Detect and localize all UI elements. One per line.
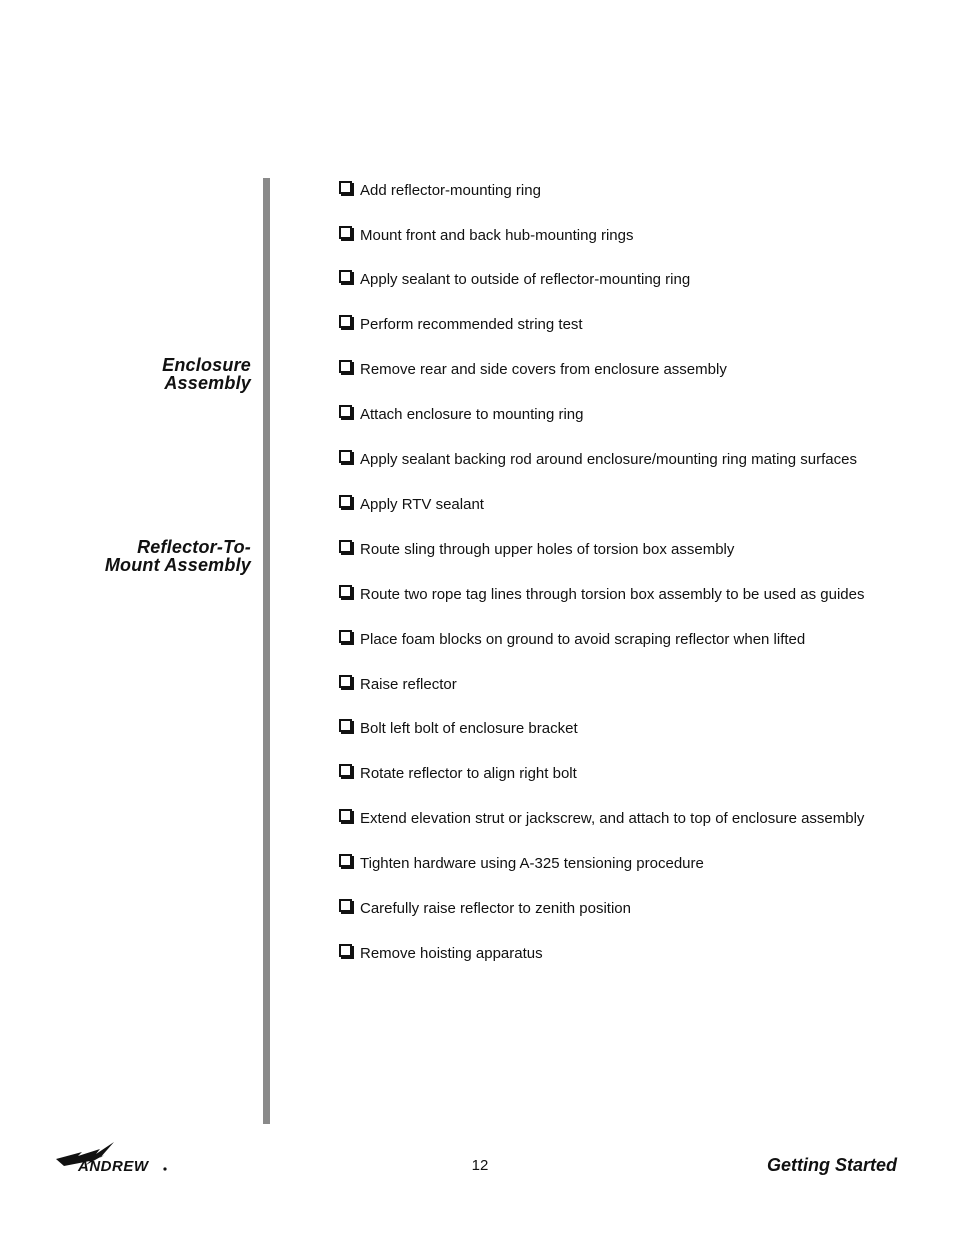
checkbox-icon[interactable]: [339, 630, 352, 643]
checklist-item-label: Route two rope tag lines through torsion box assembly to be used as guides: [360, 585, 865, 603]
checklist-item-label: Attach enclosure to mounting ring: [360, 405, 584, 423]
checklist-item-label: Raise reflector: [360, 675, 457, 693]
checklist-item: [339, 492, 484, 516]
checklist-item-label: Extend elevation strut or jackscrew, and attach to top of enclosure assembly: [360, 809, 865, 827]
checkbox-icon[interactable]: [339, 495, 352, 508]
checklist-item: [339, 851, 704, 875]
checklist-item-label: Apply sealant to outside of reflector-mounting ring: [360, 270, 691, 288]
checklist-item-label: Apply RTV sealant: [360, 495, 484, 513]
andrew-logo-wordmark: ANDREW: [78, 1158, 149, 1175]
checklist-item: [339, 223, 634, 247]
checkbox-icon[interactable]: [339, 809, 352, 822]
checklist-item: [339, 267, 690, 291]
checklist-item-label: Route sling through upper holes of torsion box assembly: [360, 540, 735, 558]
checkbox-icon[interactable]: [339, 585, 352, 598]
checkbox-icon[interactable]: [339, 405, 352, 418]
checklist-item: [339, 582, 864, 606]
checklist-item: [339, 761, 577, 785]
checklist-item: [339, 806, 864, 830]
section-heading-line: Reflector-To-: [137, 537, 251, 557]
section-heading-reflector-to-mount-assembly: [31, 538, 251, 574]
checkbox-icon[interactable]: [339, 181, 352, 194]
checklist-item-label: Perform recommended string test: [360, 315, 583, 333]
checkbox-icon[interactable]: [339, 270, 352, 283]
checkbox-icon[interactable]: [339, 315, 352, 328]
checkbox-icon[interactable]: [339, 899, 352, 912]
checklist-item: [339, 941, 543, 965]
checklist-item-label: Remove rear and side covers from enclosure assembly: [360, 360, 727, 378]
checkbox-icon[interactable]: [339, 675, 352, 688]
checklist-item: [339, 627, 805, 651]
checklist-item-label: Carefully raise reflector to zenith position: [360, 899, 631, 917]
checklist-item: [339, 178, 541, 202]
checklist-item: [339, 357, 727, 381]
checklist-item-label: Bolt left bolt of enclosure bracket: [360, 719, 578, 737]
checklist-item-label: Place foam blocks on ground to avoid scraping reflector when lifted: [360, 630, 806, 648]
registered-mark-icon: [163, 1167, 166, 1170]
section-heading-line: Assembly: [164, 373, 251, 393]
checkbox-icon[interactable]: [339, 360, 352, 373]
checkbox-icon[interactable]: [339, 944, 352, 957]
checklist-item: [339, 537, 734, 561]
checkbox-icon[interactable]: [339, 226, 352, 239]
checklist-item-label: Apply sealant backing rod around enclosure/mounting ring mating surfaces: [360, 450, 857, 468]
checklist-item: [339, 402, 583, 426]
checklist-item-label: Tighten hardware using A-325 tensioning procedure: [360, 854, 704, 872]
checkbox-icon[interactable]: [339, 450, 352, 463]
checkbox-icon[interactable]: [339, 719, 352, 732]
checklist-item: [339, 896, 631, 920]
vertical-rule: [263, 178, 270, 1124]
checklist-item: [339, 447, 857, 471]
checklist-item-label: Rotate reflector to align right bolt: [360, 764, 577, 782]
checklist-item-label: Mount front and back hub-mounting rings: [360, 226, 634, 244]
checklist-item: [339, 312, 583, 336]
section-heading-enclosure-assembly: [31, 356, 251, 392]
checkbox-icon[interactable]: [339, 540, 352, 553]
section-heading-line: Enclosure: [162, 355, 251, 375]
checklist-item-label: Remove hoisting apparatus: [360, 944, 543, 962]
checkbox-icon[interactable]: [339, 854, 352, 867]
page-number: 12: [471, 1157, 489, 1174]
checklist-item-label: Add reflector-mounting ring: [360, 181, 541, 199]
andrew-logo: [56, 1140, 171, 1176]
checklist-item: [339, 672, 457, 696]
footer-section-title: Getting Started: [766, 1155, 897, 1175]
checklist-item: [339, 716, 578, 740]
checkbox-icon[interactable]: [339, 764, 352, 777]
section-heading-line: Mount Assembly: [104, 555, 251, 575]
